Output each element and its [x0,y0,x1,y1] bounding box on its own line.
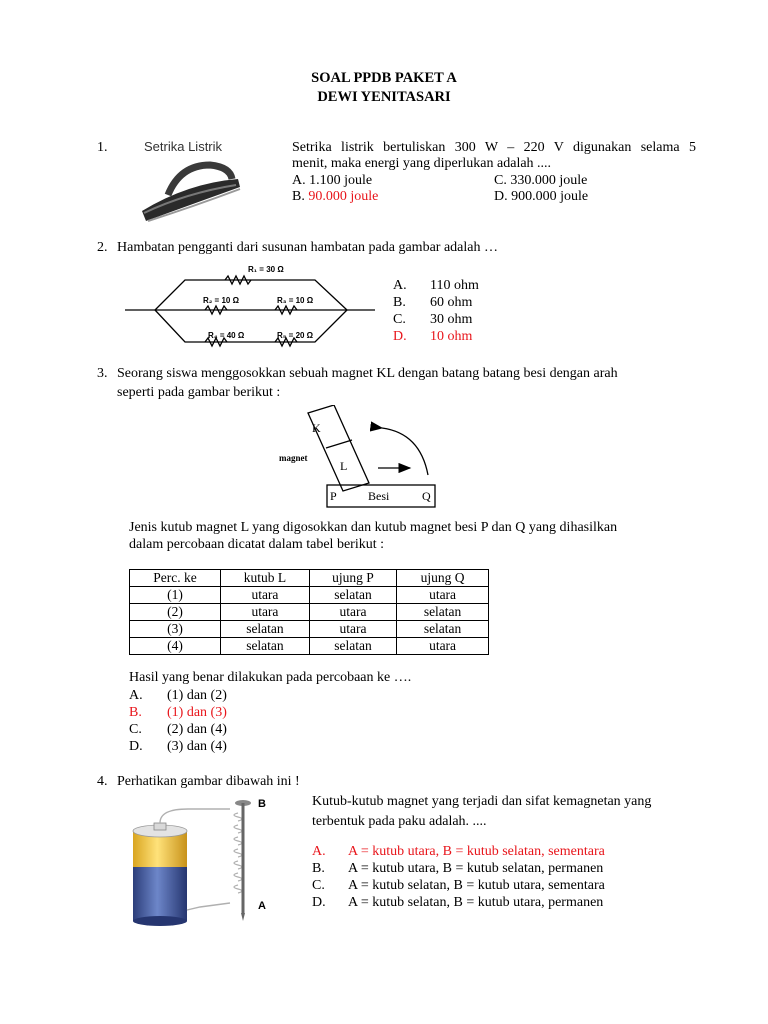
magnet-l-label: L [340,459,348,473]
table-cell: selatan [397,621,489,638]
q4-option-b [312,861,603,878]
nail-a-label: A [258,900,266,912]
q3-text-line-2: seperti pada gambar berikut : [117,385,281,400]
q3-desc-line-1: Jenis kutub magnet L yang digosokkan dan kutub magnet besi P dan Q yang dihasilkan [129,520,618,535]
q3-text-line-1: Seorang siswa menggosokkan sebuah magnet KL dengan batang batang besi dengan arah [117,366,618,381]
table-row [130,638,489,655]
besi-q-label: Q [422,489,431,503]
q1-option-d-text: 900.000 joule [511,189,589,204]
q4-option-c-text: A = kutub selatan, B = kutub utara, sementara [348,878,605,893]
table-cell: (2) [130,604,221,621]
q3-option-b-letter: B. [129,705,142,720]
q3-option-b [129,705,227,722]
q1-option-d-letter: D. [494,189,508,204]
r1-label: R₁ = 30 Ω [248,265,284,274]
q3-option-a [129,688,227,705]
q2-option-d-letter: D. [393,329,407,344]
resistor-circuit-diagram [125,260,375,355]
table-cell: utara [309,621,396,638]
table-header-cell: kutub L [221,570,310,587]
q4-option-c [312,878,605,895]
q1-option-c-text: 330.000 joule [510,173,588,188]
table-cell: selatan [221,621,310,638]
table-header-cell: ujung P [309,570,396,587]
q1-number: 1. [97,140,108,155]
q1-option-b-letter: B. [292,189,305,204]
experiment-table [129,569,489,655]
besi-label: Besi [368,489,390,503]
q3-option-a-text: (1) dan (2) [167,688,227,703]
q1-option-a-text: 1.100 joule [309,173,373,188]
table-cell: (3) [130,621,221,638]
q4-desc-line-2: terbentuk pada paku adalah. .... [312,814,487,829]
q4-number: 4. [97,774,108,789]
q3-option-c [129,722,227,739]
q2-option-b-letter: B. [393,295,406,310]
q1-option-a [292,173,372,190]
table-cell: utara [221,604,310,621]
q1-text-line-1: Setrika listrik bertuliskan 300 W – 220 V digunakan selama 5 [292,140,696,155]
iron-image-label: Setrika Listrik [144,139,223,154]
q4-desc-line-1: Kutub-kutub magnet yang terjadi dan sifat kemagnetan yang [312,794,652,809]
q4-option-a-text: A = kutub utara, B = kutub selatan, sementara [348,844,605,859]
q4-option-b-text: A = kutub utara, B = kutub selatan, permanen [348,861,604,876]
q1-text-line-2: menit, maka energi yang diperlukan adalah .... [292,156,552,171]
q4-option-d [312,895,603,912]
r3-label: R₃ = 10 Ω [277,296,314,305]
q2-option-a [393,278,479,295]
q1-option-b-text: 90.000 joule [308,189,379,204]
q1-option-c-letter: C. [494,173,507,188]
iron-image [128,135,246,230]
table-cell: selatan [309,587,396,604]
q3-number: 3. [97,366,108,381]
table-cell: utara [397,587,489,604]
q1-option-c [494,173,587,190]
r4-label: R₄ = 40 Ω [208,331,245,340]
r2-label: R₂ = 10 Ω [203,296,239,305]
q4-option-d-text: A = kutub selatan, B = kutub utara, permanen [348,895,604,910]
q2-option-b-text: 60 ohm [430,295,473,310]
q2-option-c [393,312,472,329]
table-header-row [130,570,489,587]
q4-option-a-letter: A. [312,844,326,859]
q3-option-d-letter: D. [129,739,143,754]
table-header-cell: Perc. ke [130,570,221,587]
table-cell: utara [397,638,489,655]
q2-option-d [393,329,472,346]
table-cell: selatan [309,638,396,655]
table-cell: utara [309,604,396,621]
q2-option-a-letter: A. [393,278,407,293]
table-header-cell: ujung Q [397,570,489,587]
iron-icon [128,135,246,230]
q3-option-d-text: (3) dan (4) [167,739,227,754]
q4-text: Perhatikan gambar dibawah ini ! [117,774,300,789]
title-line-1: SOAL PPDB PAKET A [311,70,457,86]
q3-question: Hasil yang benar dilakukan pada percobaan ke …. [129,670,412,685]
table-row [130,587,489,604]
q2-option-c-text: 30 ohm [430,312,473,327]
q4-option-a [312,844,605,861]
q3-option-b-text: (1) dan (3) [167,705,227,720]
q3-option-a-letter: A. [129,688,143,703]
q4-option-b-letter: B. [312,861,325,876]
q3-option-c-letter: C. [129,722,142,737]
table-cell: utara [221,587,310,604]
table-row [130,604,489,621]
table-cell: (4) [130,638,221,655]
q2-option-b [393,295,472,312]
table-row [130,621,489,638]
q1-option-a-letter: A. [292,173,306,188]
title-line-2: DEWI YENITASARI [317,89,451,105]
table-cell: selatan [397,604,489,621]
r5-label: R₅ = 20 Ω [277,331,314,340]
q3-desc-line-2: dalam percobaan dicatat dalam tabel berikut : [129,537,384,552]
q4-option-d-letter: D. [312,895,326,910]
q2-text: Hambatan pengganti dari susunan hambatan pada gambar adalah … [117,240,498,255]
besi-p-label: P [330,489,337,503]
magnet-k-label: K [312,421,321,435]
q2-option-c-letter: C. [393,312,406,327]
q1-option-b [292,189,378,206]
table-cell: (1) [130,587,221,604]
q2-option-a-text: 110 ohm [430,278,479,293]
table-cell: selatan [221,638,310,655]
magnet-word-label: magnet [279,453,308,463]
q3-option-d [129,739,227,756]
q4-option-c-letter: C. [312,878,325,893]
q3-option-c-text: (2) dan (4) [167,722,227,737]
q2-number: 2. [97,240,108,255]
q1-option-d [494,189,588,206]
q2-option-d-text: 10 ohm [430,329,473,344]
nail-b-label: B [258,798,266,810]
